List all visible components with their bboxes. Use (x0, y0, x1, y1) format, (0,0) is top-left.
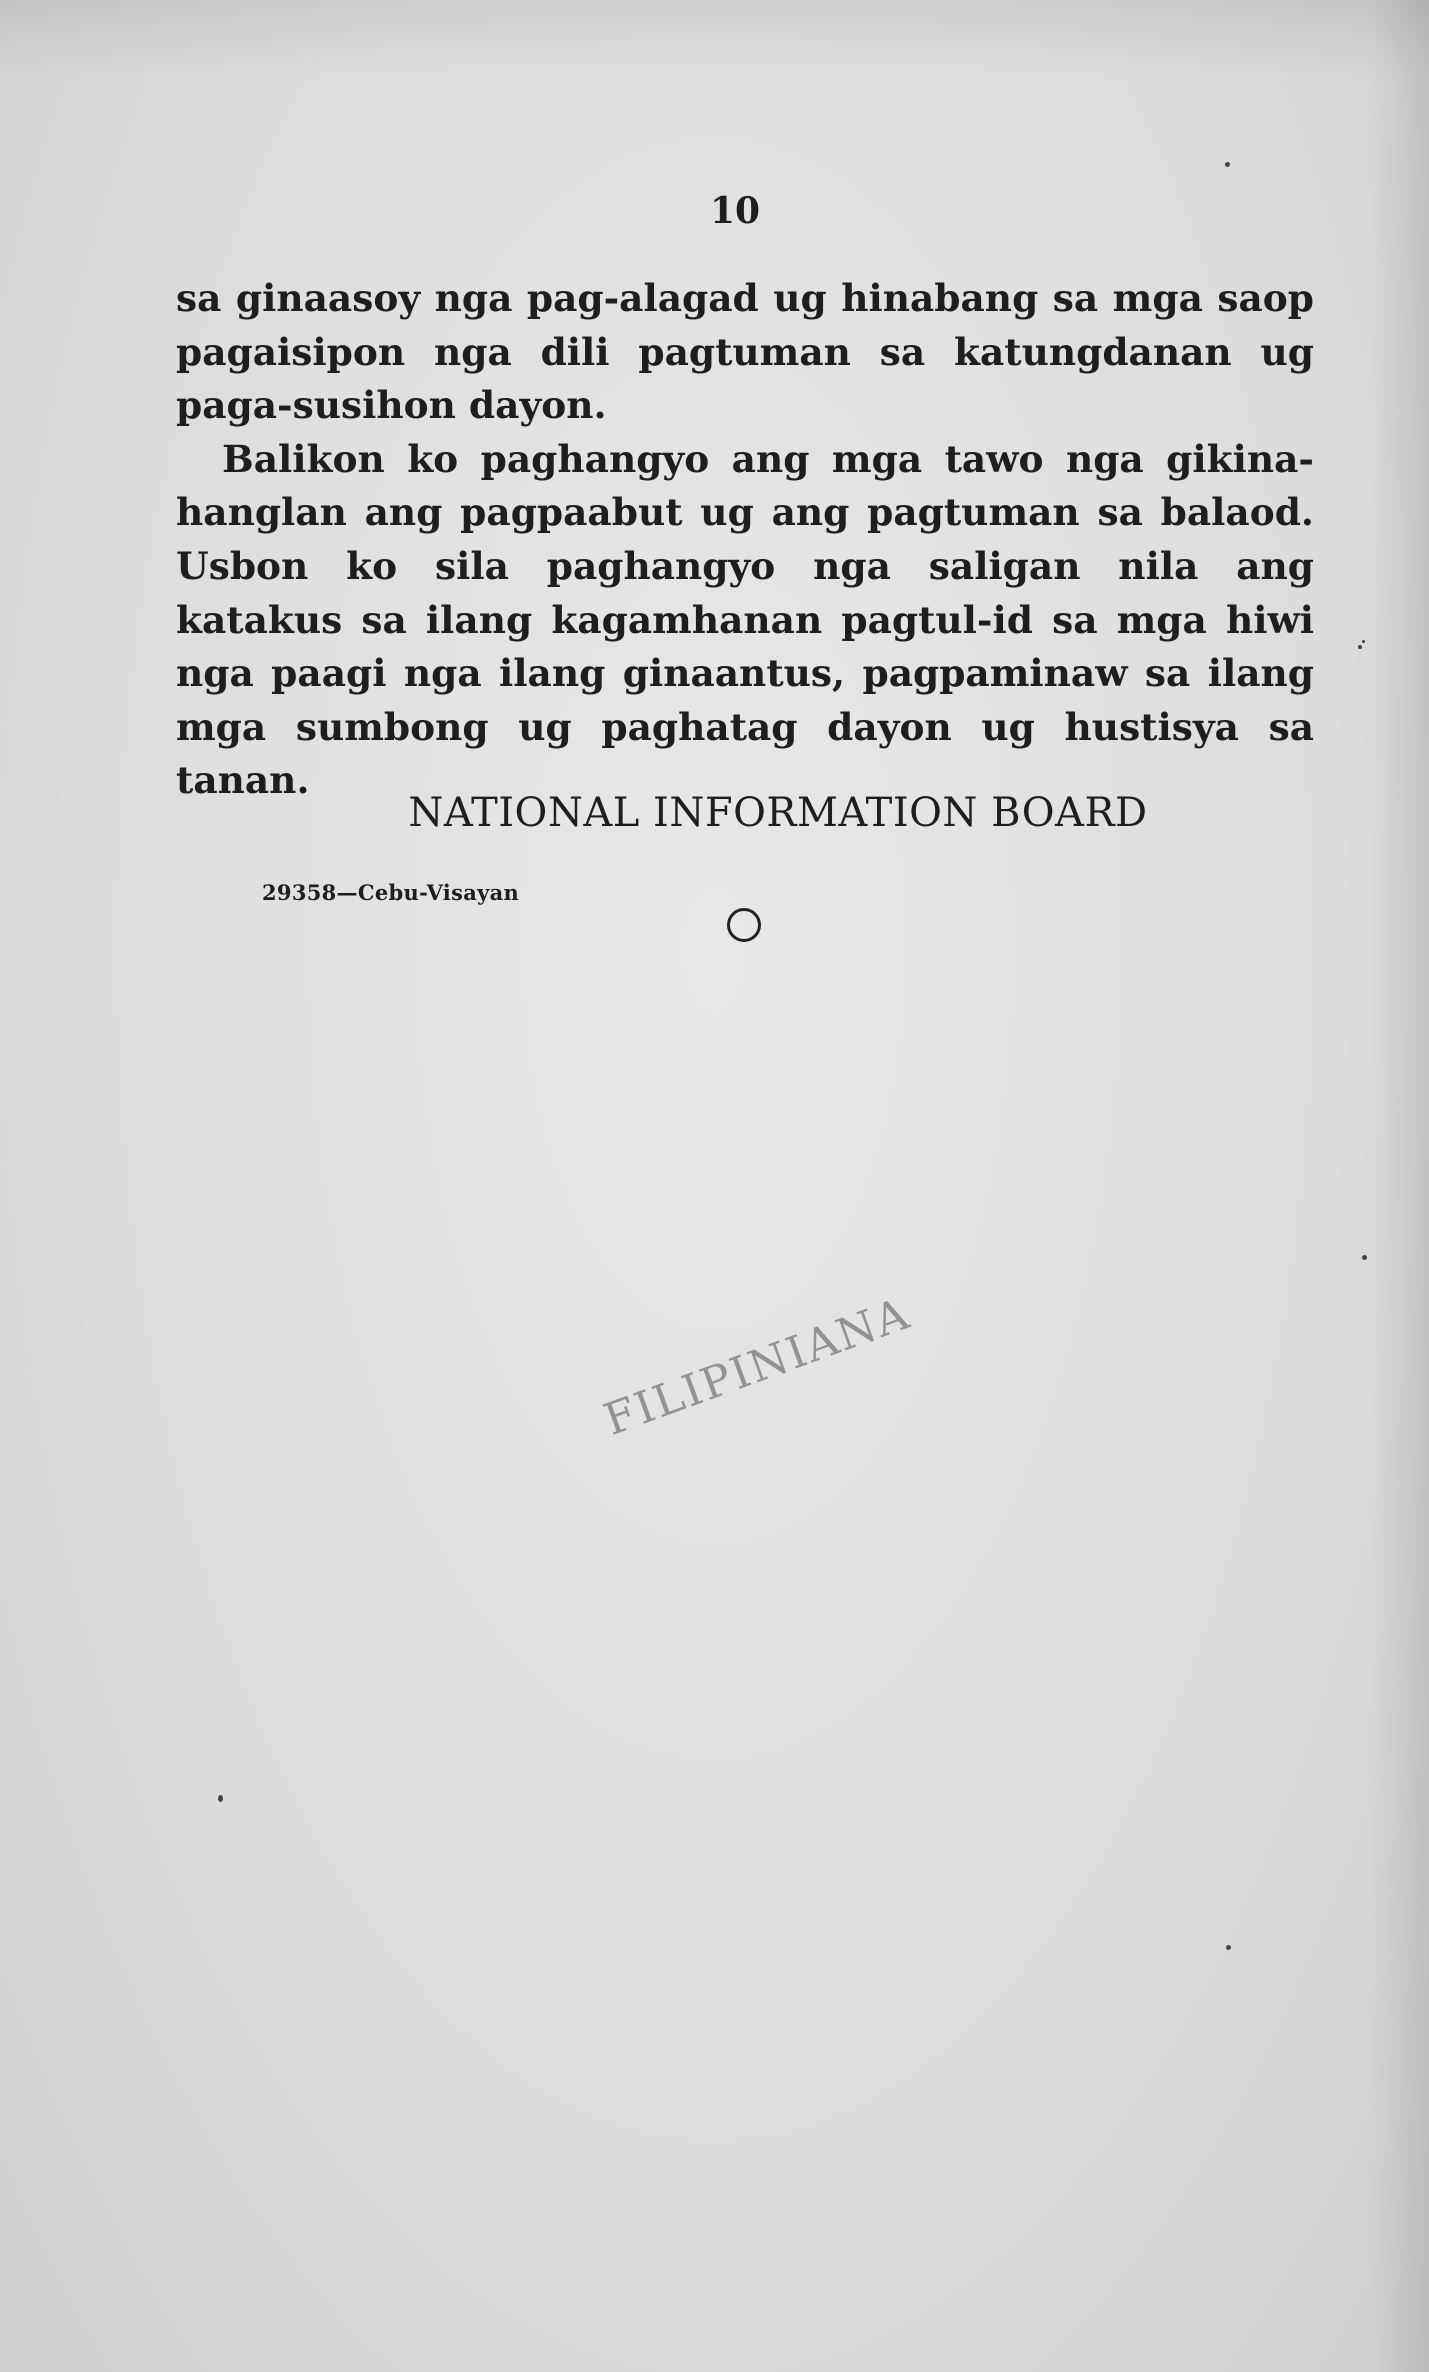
scan-speck (218, 1795, 223, 1802)
paragraph-2: Balikon ko paghangyo ang mga tawo nga gikina-hanglan ang pagpaabut ug ang pagtuman sa balaod. Usbon ko sila paghangyo nga saligan nila ang katakus sa ilang kagamhanan pagtul-id sa mga hiwi nga paagi nga ilang ginaantus, pagpaminaw sa ilang mga sumbong ug paghatag dayon ug hustisya sa tanan. (176, 436, 1314, 803)
page-number: 10 (709, 190, 761, 232)
signature-line: NATIONAL INFORMATION BOARD (408, 790, 1148, 836)
scan-speck (1358, 645, 1362, 649)
scan-speck (1225, 162, 1230, 167)
filipiniana-stamp: FILIPINIANA (597, 1288, 918, 1446)
scan-speck (1362, 1255, 1367, 1260)
body-text (176, 272, 1314, 808)
scan-shadow-right (1369, 0, 1429, 2372)
scan-shadow-top (0, 0, 1429, 80)
scan-speck (1362, 640, 1365, 643)
circle-mark-icon (727, 908, 761, 942)
printer-code: 29358—Cebu-Visayan (262, 880, 520, 905)
paragraph-1: sa ginaasoy nga pag-alagad ug hinabang sa mga saop pagaisipon nga dili pagtuman sa katungdanan ug paga-susihon dayon. (176, 276, 1314, 428)
scan-speck (1226, 1945, 1231, 1950)
